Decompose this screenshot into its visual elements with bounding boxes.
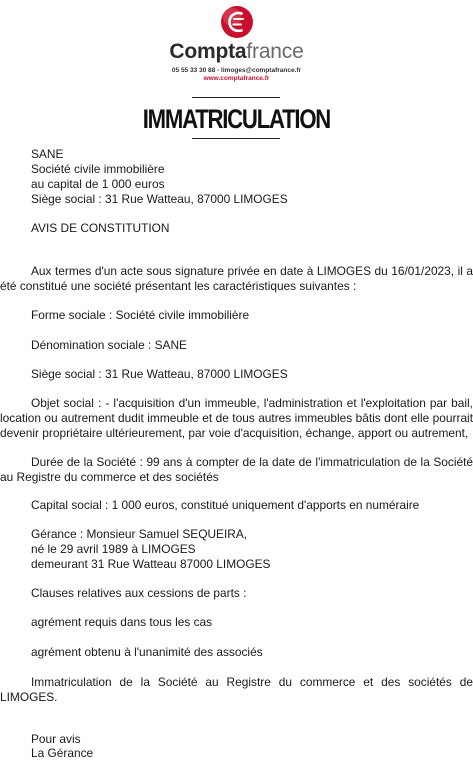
website-link[interactable]: www.comptafrance.fr [203,75,270,82]
gerance-line2: né le 29 avril 1989 à LIMOGES [31,542,196,556]
company-type: Société civile immobilière [31,162,165,176]
agrement-unanimite: agrément obtenu à l'unanimité des associés [31,645,263,659]
notice-heading: AVIS DE CONSTITUTION [31,221,170,235]
brand-name [0,40,473,64]
denomination-sociale: Dénomination sociale : SANE [31,338,187,352]
company-address: Siège social : 31 Rue Watteau, 87000 LIMOGES [31,192,288,206]
page-title: IMMATRICULATION [142,104,331,134]
company-name: SANE [31,147,64,161]
gerance-line1: Gérance : Monsieur Samuel SEQUEIRA, [31,527,248,541]
capital-social: Capital social : 1 000 euros, constitué uniquement d'apports en numéraire [31,498,420,512]
brand-name-part2: france [246,40,304,63]
header-logo-block [0,4,473,83]
siege-social: Siège social : 31 Rue Watteau, 87000 LIMOGES [31,367,288,381]
signature-line2: La Gérance [31,746,94,760]
title-rule-bottom [192,138,280,139]
comptafrance-logo-icon [219,4,255,40]
forme-sociale: Forme sociale : Société civile immobilière [31,308,250,322]
signature-line1: Pour avis [31,732,81,746]
contact-line: 05 55 33 30 88 - limoges@comptafrance.fr [171,67,302,74]
agrement-requis: agrément requis dans tous les cas [31,615,213,629]
duree-paragraph: Durée de la Société : 99 ans à compter de la date de l'immatriculation de la Société au Registre du commerce et des sociétés [0,455,473,484]
intro-paragraph: Aux termes d'un acte sous signature privée en date à LIMOGES du 16/01/2023, il a été constitué une société présentant les caractéristiques suivantes : [0,264,473,293]
immatriculation-paragraph: Immatriculation de la Société au Registre du commerce et des sociétés de LIMOGES. [0,675,473,704]
objet-social-paragraph: Objet social : - l'acquisition d'un immeuble, l'administration et l'exploitation par bail, location ou autrement dudit immeuble et de tous autres immeubles bâtis dont elle pourrait devenir propriétaire ultérieurement, par voie d'acquisition, échange, apport ou autrement, [0,396,473,440]
title-rule-top [192,97,280,98]
company-capital: au capital de 1 000 euros [31,177,165,191]
clauses-heading: Clauses relatives aux cessions de parts : [31,586,247,600]
gerance-line3: demeurant 31 Rue Watteau 87000 LIMOGES [31,557,271,571]
brand-name-part1: Compta [169,40,247,63]
